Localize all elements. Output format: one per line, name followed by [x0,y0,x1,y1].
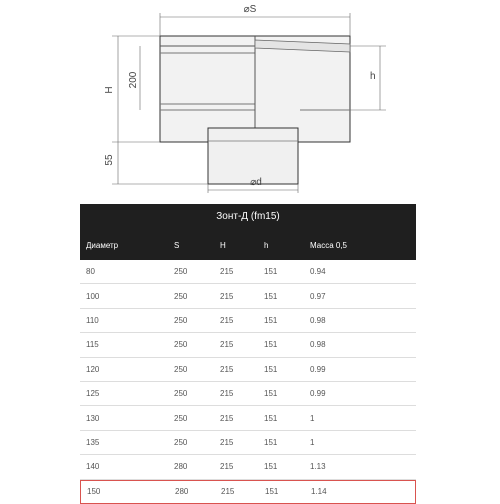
cell-mass: 0.98 [310,315,326,325]
cell-s: 250 [174,267,188,277]
cell-s: 250 [174,364,188,374]
cell-h-upper: 215 [220,437,234,447]
cell-diameter: 140 [86,462,100,472]
cell-h-lower: 151 [264,389,278,399]
table-row [80,455,416,479]
cell-mass: 0.97 [310,291,326,301]
cell-h-lower: 151 [264,291,278,301]
table-row [80,382,416,406]
table-row [80,480,416,504]
dim-s-label: ⌀S [243,4,257,15]
cell-diameter: 115 [86,340,99,350]
dim-hh-label: h [370,71,376,82]
cell-h-lower: 151 [264,462,278,472]
cell-mass: 0.98 [310,340,326,350]
cell-diameter: 120 [86,364,100,374]
cell-s: 250 [174,340,188,350]
cell-h-upper: 215 [220,315,234,325]
cell-h-lower: 151 [264,267,278,277]
table-row [80,284,416,308]
cell-s: 250 [174,315,188,325]
dim-d-label: ⌀d [250,177,262,188]
cell-s: 250 [174,413,188,423]
cell-mass: 1 [310,413,315,423]
cell-h-lower: 151 [264,315,278,325]
table-row [80,406,416,430]
lower-pipe [208,128,298,184]
cell-diameter: 110 [86,315,99,325]
dim-200-label: 200 [128,71,139,89]
table-row [80,309,416,333]
header-h-lower: h [264,240,269,250]
cell-h-upper: 215 [220,389,234,399]
cell-diameter: 130 [86,413,100,423]
cell-h-lower: 151 [265,487,279,497]
table-header-row [80,230,416,260]
cell-h-upper: 215 [221,487,235,497]
table-row [80,358,416,382]
cell-h-upper: 215 [220,340,234,350]
spec-table [80,204,416,504]
technical-drawing [0,0,500,200]
dim-h-label: H [104,86,115,94]
cell-h-upper: 215 [220,364,234,374]
cell-mass: 0.99 [310,389,326,399]
header-s: S [174,240,180,250]
cell-h-lower: 151 [264,364,278,374]
cell-s: 250 [174,389,188,399]
cell-diameter: 80 [86,267,95,277]
cell-s: 280 [174,462,188,472]
dim-55-label: 55 [104,154,115,166]
cell-s: 250 [174,291,188,301]
cell-mass: 0.94 [310,267,326,277]
header-mass: Масса 0,5 [310,240,347,250]
table-row [80,333,416,357]
cell-diameter: 125 [86,389,100,399]
cell-mass: 0.99 [310,364,326,374]
table-row [80,260,416,284]
cell-diameter: 100 [86,291,100,301]
cell-mass: 1 [310,437,315,447]
header-diameter: Диаметр [86,240,119,250]
cell-diameter: 135 [86,437,100,447]
cell-mass: 1.13 [310,462,326,472]
cell-mass: 1.14 [311,487,327,497]
cell-h-lower: 151 [264,437,278,447]
cell-h-upper: 215 [220,291,234,301]
cell-h-lower: 151 [264,340,278,350]
header-h-upper: H [220,240,226,250]
cell-h-lower: 151 [264,413,278,423]
cell-h-upper: 215 [220,267,234,277]
cell-h-upper: 215 [220,462,234,472]
cell-diameter: 150 [87,487,101,497]
cell-s: 250 [174,437,188,447]
table-title: Зонт-Д (fm15) [80,204,416,230]
cell-h-upper: 215 [220,413,234,423]
table-row [80,431,416,455]
cell-s: 280 [175,487,189,497]
